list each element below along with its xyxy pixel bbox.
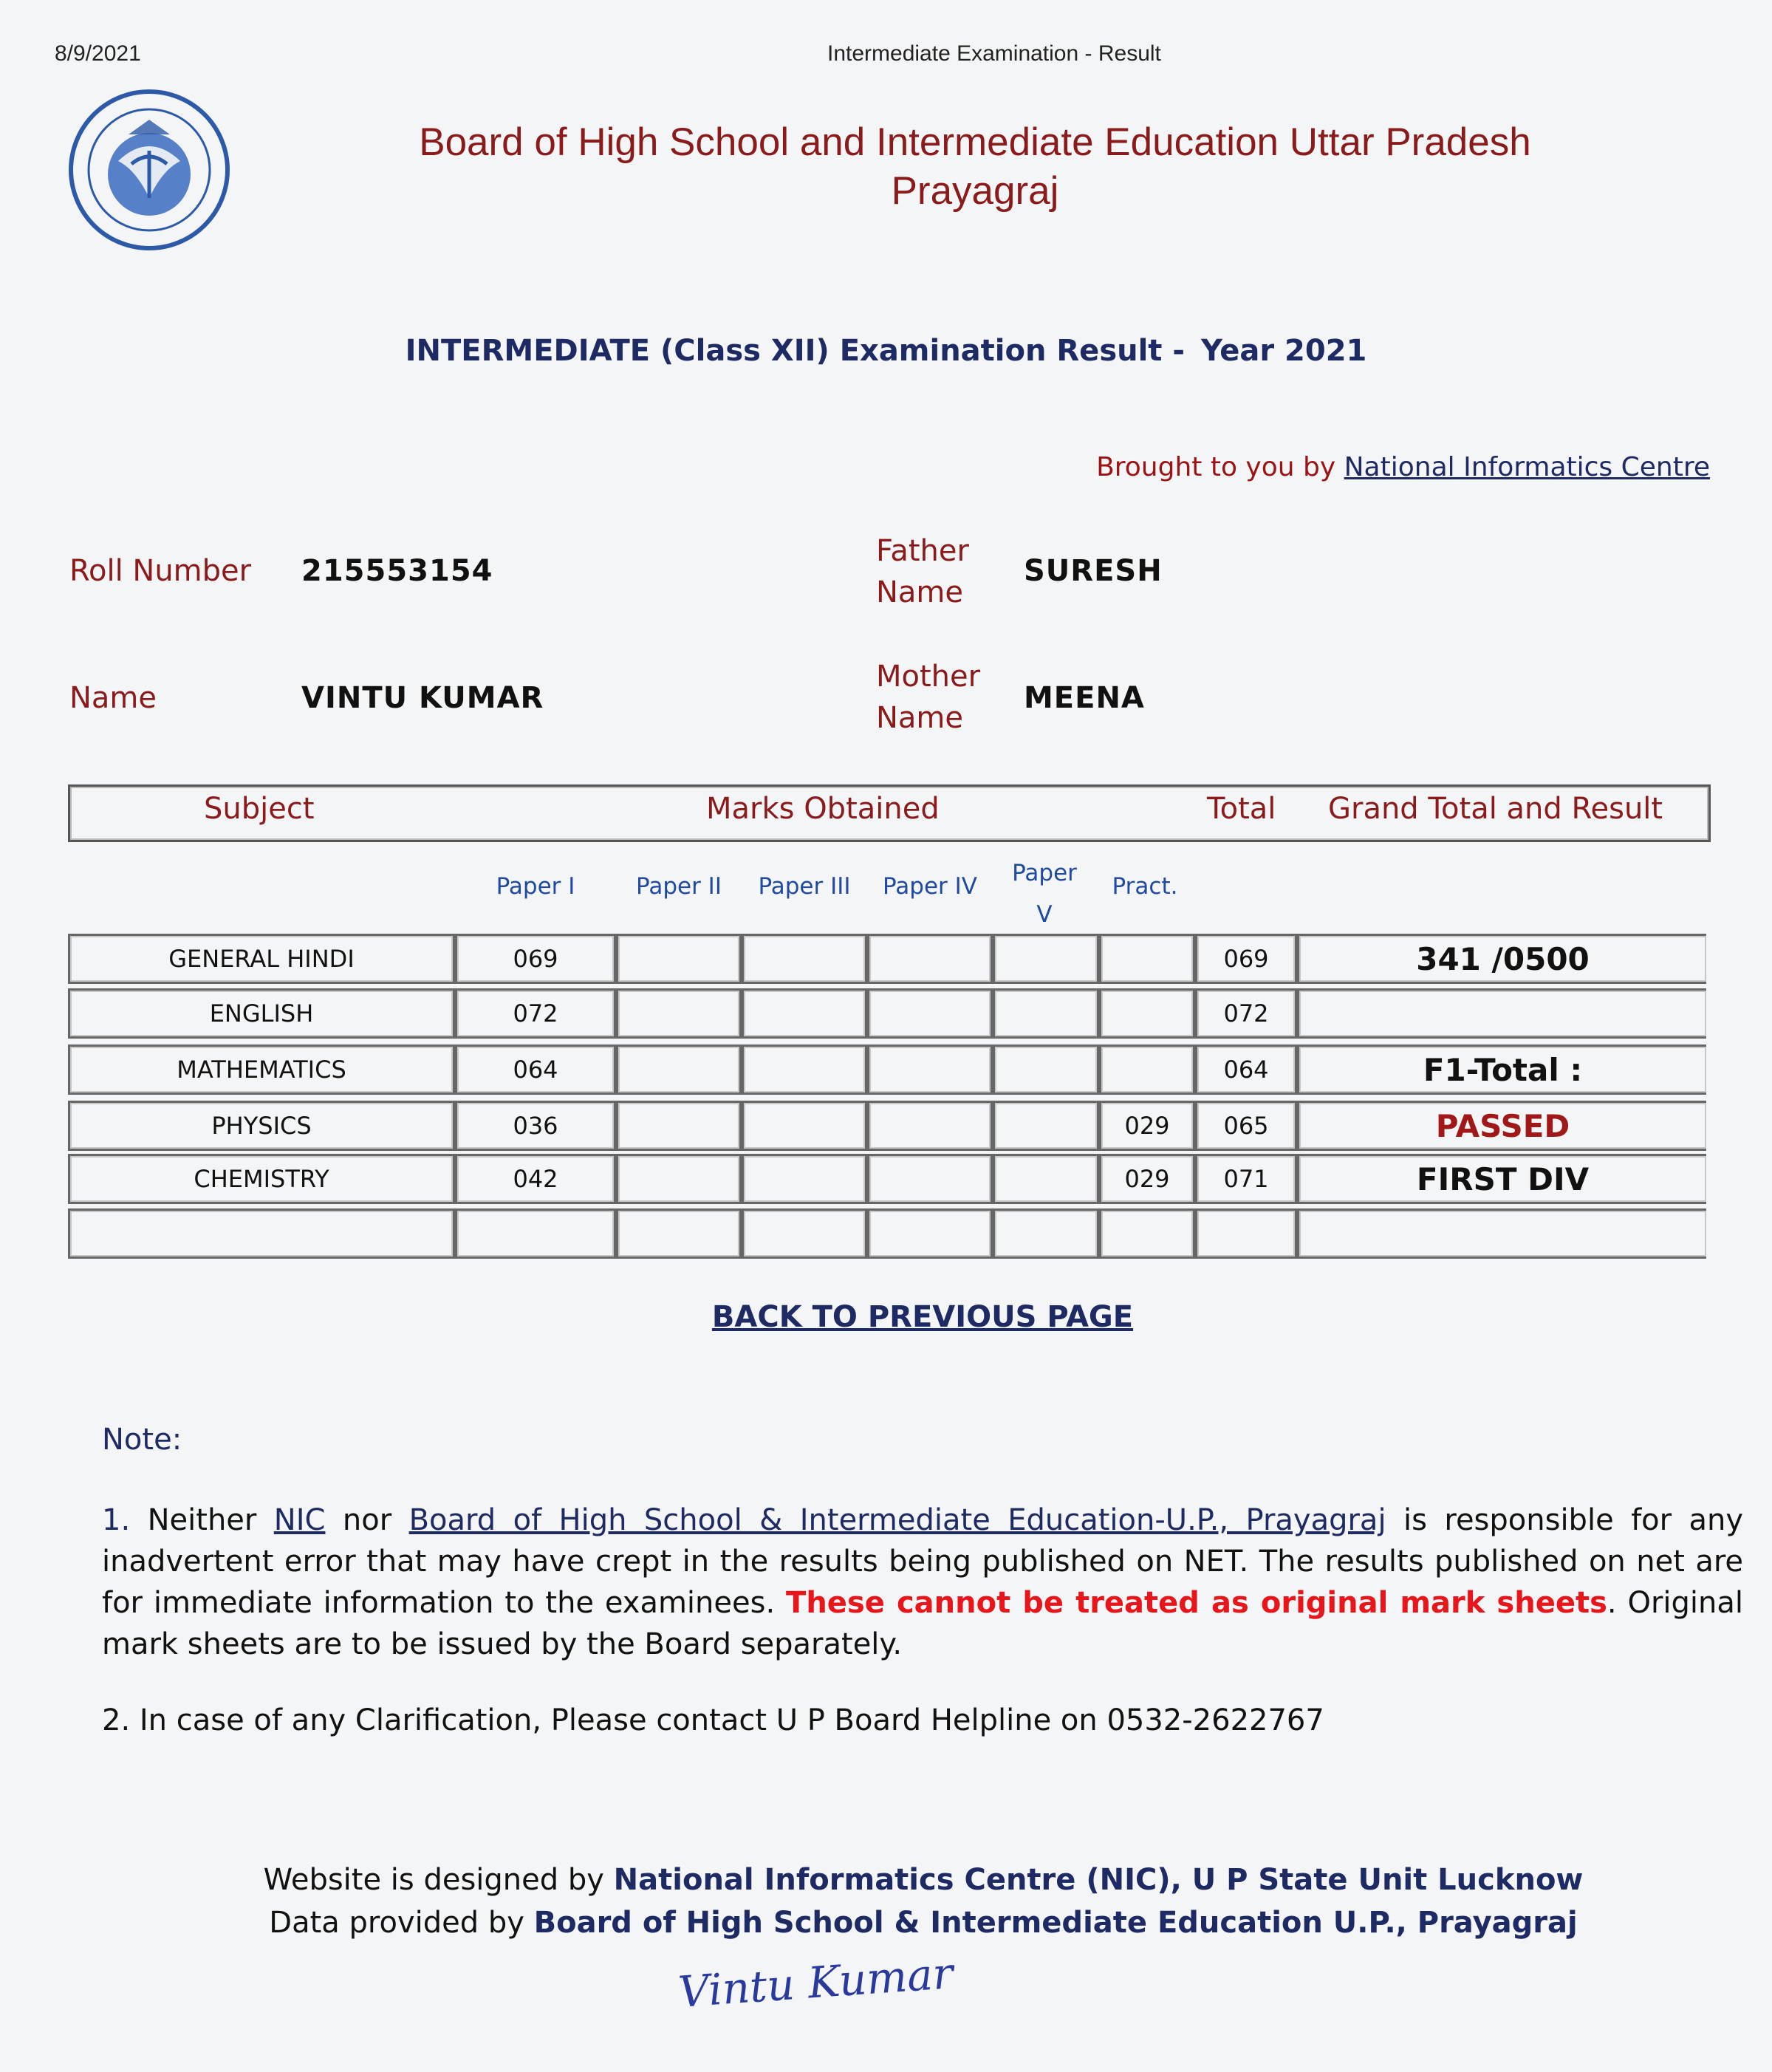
cell-result	[1297, 1101, 1706, 1151]
cell-total: 071	[1195, 1154, 1297, 1204]
cell-paper-2	[616, 1154, 742, 1204]
board-title	[222, 118, 1728, 216]
nic-note-link[interactable]: NIC	[273, 1503, 326, 1537]
note-heading: Note:	[102, 1423, 182, 1457]
cell-paper-4	[867, 1208, 993, 1259]
name-label: Name	[69, 681, 157, 715]
note-1-text-c: is responsible for any inadvertent error that may have crept in the results being published on NET. The results published on net are for immediate information to the examinees.	[102, 1503, 1744, 1620]
cell-total	[1195, 1208, 1297, 1259]
table-row	[68, 934, 1706, 984]
footer-line-1-bold: National Informatics Centre (NIC), U P State Unit Lucknow	[613, 1863, 1584, 1897]
cell-paper-5	[993, 1154, 1099, 1204]
cell-paper-5	[993, 1208, 1099, 1259]
exam-title-text: INTERMEDIATE (Class XII) Examination Result -	[405, 334, 1185, 368]
cell-paper-4	[867, 1044, 993, 1095]
note-1-text-a: Neither	[147, 1503, 257, 1537]
cell-paper-3	[742, 934, 867, 984]
subhdr-paper-5-line1: Paper	[1012, 860, 1077, 886]
cell-paper-2	[616, 1044, 742, 1095]
cell-total: 064	[1195, 1044, 1297, 1095]
cell-paper-2	[616, 934, 742, 984]
cell-paper-3	[742, 1101, 867, 1151]
cell-total: 069	[1195, 934, 1297, 984]
print-title: Intermediate Examination - Result	[827, 41, 1161, 66]
cell-practical	[1099, 1208, 1195, 1259]
cell-paper-1: 036	[455, 1101, 616, 1151]
father-name-value: SURESH	[1024, 554, 1163, 588]
cell-subject: ENGLISH	[68, 988, 455, 1039]
board-note-link[interactable]: Board of High School & Intermediate Education-U.P., Prayagraj	[408, 1503, 1386, 1537]
division-text: FIRST DIV	[1416, 1160, 1590, 1197]
th-total: Total	[1207, 792, 1276, 826]
up-government-emblem-icon	[66, 87, 232, 253]
brought-by	[1096, 452, 1710, 482]
footer-line-2-prefix: Data provided by	[269, 1906, 524, 1940]
table-row	[68, 1154, 1706, 1204]
cell-paper-2	[616, 1208, 742, 1259]
print-date: 8/9/2021	[55, 41, 141, 66]
subhdr-paper-5	[994, 852, 1095, 935]
th-marks-obtained: Marks Obtained	[706, 792, 940, 826]
note-1-text-d: . Original mark sheets are to be issued by the Board separately.	[102, 1586, 1743, 1661]
cell-result	[1297, 1044, 1706, 1095]
name-value: VINTU KUMAR	[301, 681, 544, 715]
f1-total-label: F1-Total :	[1423, 1051, 1583, 1088]
cell-paper-3	[742, 1154, 867, 1204]
cell-paper-1	[455, 1208, 616, 1259]
exam-year: Year 2021	[1200, 334, 1367, 368]
footer-line-2-bold: Board of High School & Intermediate Education U.P., Prayagraj	[533, 1906, 1578, 1940]
cell-practical: 029	[1099, 1101, 1195, 1151]
cell-subject: MATHEMATICS	[68, 1044, 455, 1095]
cell-paper-5	[993, 1101, 1099, 1151]
cell-result	[1297, 1154, 1706, 1204]
passed-status: PASSED	[1435, 1107, 1570, 1144]
exam-title	[0, 334, 1772, 368]
cell-paper-4	[867, 1154, 993, 1204]
cell-paper-1: 042	[455, 1154, 616, 1204]
subhdr-paper-1: Paper I	[496, 873, 575, 900]
cell-practical	[1099, 988, 1195, 1039]
subhdr-paper-3: Paper III	[758, 873, 851, 900]
roll-number-label: Roll Number	[69, 554, 252, 588]
cell-subject: CHEMISTRY	[68, 1154, 455, 1204]
roll-number-value: 215553154	[301, 554, 493, 588]
mother-label-line1: Mother	[876, 660, 981, 694]
subhdr-paper-2: Paper II	[636, 873, 722, 900]
cell-practical	[1099, 1044, 1195, 1095]
father-label-line1: Father	[876, 534, 969, 568]
mother-name-value: MEENA	[1024, 681, 1145, 715]
handwritten-signature: Vintu Kumar	[677, 1948, 955, 2017]
cell-paper-5	[993, 988, 1099, 1039]
cell-total: 072	[1195, 988, 1297, 1039]
cell-subject	[68, 1208, 455, 1259]
cell-paper-4	[867, 988, 993, 1039]
grand-total-value: 341 /0500	[1416, 940, 1590, 977]
cell-paper-1: 069	[455, 934, 616, 984]
cell-result	[1297, 988, 1706, 1039]
cell-paper-3	[742, 988, 867, 1039]
mother-label-line2: Name	[876, 701, 964, 735]
cell-subject: GENERAL HINDI	[68, 934, 455, 984]
table-row	[68, 1044, 1706, 1095]
footer	[222, 1859, 1625, 1944]
cell-paper-3	[742, 1208, 867, 1259]
cell-result	[1297, 934, 1706, 984]
board-title-line2: Prayagraj	[891, 169, 1059, 213]
cell-practical	[1099, 934, 1195, 984]
cell-practical: 029	[1099, 1154, 1195, 1204]
cell-result	[1297, 1208, 1706, 1259]
cell-paper-1: 072	[455, 988, 616, 1039]
th-subject: Subject	[204, 792, 315, 826]
cell-subject: PHYSICS	[68, 1101, 455, 1151]
table-row	[68, 1101, 1706, 1151]
note-1-text-b: nor	[342, 1503, 392, 1537]
mother-name-label	[876, 656, 980, 739]
subhdr-paper-5-line2: V	[1036, 901, 1053, 928]
cell-paper-3	[742, 1044, 867, 1095]
subhdr-paper-4: Paper IV	[883, 873, 977, 900]
father-name-label	[876, 530, 969, 613]
cell-paper-1: 064	[455, 1044, 616, 1095]
note-2: 2. In case of any Clarification, Please contact U P Board Helpline on 0532-2622767	[102, 1703, 1324, 1737]
table-row	[68, 1208, 1706, 1259]
subhdr-practical: Pract.	[1112, 873, 1178, 900]
cell-paper-5	[993, 1044, 1099, 1095]
cell-paper-4	[867, 1101, 993, 1151]
note-1-number: 1.	[102, 1503, 131, 1537]
th-grand-total-result: Grand Total and Result	[1328, 792, 1663, 826]
cell-paper-2	[616, 988, 742, 1039]
cell-paper-2	[616, 1101, 742, 1151]
footer-line-1	[222, 1859, 1625, 1901]
cell-total: 065	[1195, 1101, 1297, 1151]
cell-paper-5	[993, 934, 1099, 984]
cell-paper-4	[867, 934, 993, 984]
back-to-previous-page-link[interactable]: BACK TO PREVIOUS PAGE	[711, 1300, 1134, 1334]
nic-link[interactable]: National Informatics Centre	[1344, 452, 1710, 482]
note-1	[102, 1500, 1743, 1665]
footer-line-1-prefix: Website is designed by	[263, 1863, 604, 1897]
board-title-line1: Board of High School and Intermediate Education Uttar Pradesh	[419, 120, 1531, 164]
father-label-line2: Name	[876, 575, 964, 609]
brought-by-prefix: Brought to you by	[1096, 452, 1336, 482]
table-row	[68, 988, 1706, 1039]
footer-line-2	[222, 1901, 1625, 1944]
note-1-warning: These cannot be treated as original mark sheets	[786, 1586, 1607, 1620]
